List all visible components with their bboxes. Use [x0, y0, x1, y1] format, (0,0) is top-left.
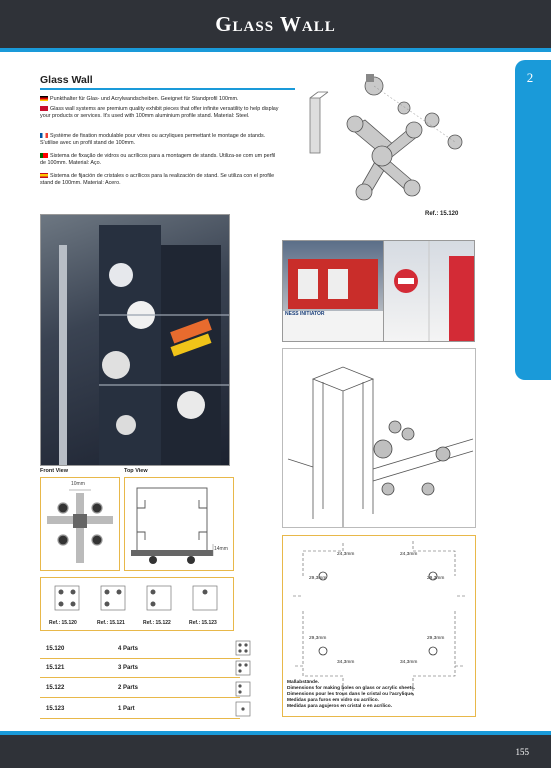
dim-bot-left: 34,3mm — [337, 660, 355, 665]
technical-drawing — [282, 348, 476, 528]
chapter-number: 2 — [526, 70, 534, 85]
dim-bot-right: 34,3mm — [400, 660, 418, 665]
dimension-notes — [287, 680, 471, 710]
flag-de-icon — [40, 96, 48, 101]
dim-note: Maßabstände. — [287, 680, 319, 685]
product-ref-label: Ref.: 15.120 — [425, 211, 459, 217]
refs-graphic — [41, 578, 233, 618]
table-parts: 1 Part — [118, 706, 135, 712]
dim-10mm-label: 10mm — [71, 481, 85, 487]
flag-fr-icon — [40, 133, 48, 138]
ref-15-121: Ref.: 15.121 — [97, 620, 125, 626]
front-view-label: Front View — [40, 468, 69, 474]
page-title: Glass Wall — [215, 12, 336, 36]
dim-low-right: 29,3mm — [427, 636, 445, 641]
description-de — [40, 96, 282, 103]
dim-note: Dimensions for making holes on glass or acrylic sheets. — [287, 686, 416, 691]
description-text: Système de fixation modulable pour vitres ou acryliques permettant le montage de stands. S'utilise avec un profil stand de 100mm. — [40, 133, 266, 146]
table-row — [40, 659, 240, 678]
dim-top-left: 24,3mm — [337, 552, 355, 557]
dim-low-left: 29,3mm — [309, 636, 327, 641]
table-code: 15.123 — [46, 706, 65, 712]
table-icons — [232, 638, 256, 724]
header-stripe — [0, 48, 551, 52]
table-code: 15.122 — [46, 685, 65, 691]
glass-wall-photo — [40, 214, 230, 466]
front-view-graphic — [41, 478, 119, 570]
page-footer — [0, 735, 551, 768]
ref-15-120: Ref.: 15.120 — [49, 620, 77, 626]
front-view-box — [40, 477, 120, 571]
description-pt — [40, 153, 282, 166]
chapter-tab — [515, 60, 551, 380]
description-text: Sistema de fijación de cristales o acrílicos para la realización de stand. Se utiliza con el profile stand de 100mm. Material: Acero. — [40, 173, 275, 186]
spider-clamp-illustration — [300, 68, 500, 218]
flag-pt-icon — [40, 153, 48, 158]
dimensions-box — [282, 535, 476, 717]
section-rule — [40, 88, 295, 90]
dim-note: Dimensions pour les trous dans le cristal ou l'acrylique. — [287, 692, 415, 697]
technical-drawing-graphic — [283, 349, 475, 527]
dim-mid-left: 29,3mm — [309, 576, 327, 581]
table-parts: 3 Parts — [118, 665, 139, 671]
flag-es-icon — [40, 173, 48, 178]
description-text: Glass wall systems are premium quality exhibit pieces that offer infinite versatility to help display your products or services. It's used with 100mm aluminium profile stand. Material: Steel. — [40, 106, 279, 119]
dim-top-right: 24,3mm — [400, 552, 418, 557]
description-es — [40, 173, 282, 186]
top-view-label: Top View — [124, 468, 148, 474]
exhibit-photo-1 — [282, 240, 384, 342]
table-row — [40, 679, 240, 698]
section-title: Glass Wall — [40, 74, 93, 86]
exhibit-photo-2 — [383, 240, 475, 342]
dim-mid-right: 29,3mm — [427, 576, 445, 581]
top-view-graphic — [125, 478, 233, 570]
refs-box — [40, 577, 234, 631]
dim-note: Medidas para agujeros en cristal o en acrílico. — [287, 704, 393, 709]
dim-note: Medidas para furos em vidro ou acrílico. — [287, 698, 379, 703]
description-text: Punkthalter für Glas- und Acrylwandscheiben. Geeignet für Standprofil 100mm. — [50, 96, 239, 102]
banner-text: NESS INITIATOR — [285, 311, 325, 317]
table-code: 15.121 — [46, 665, 65, 671]
table-parts: 4 Parts — [118, 646, 139, 652]
page-header — [0, 0, 551, 48]
exhibit-photo-2-graphic — [384, 241, 474, 341]
dim-14mm-label: 14mm — [214, 546, 228, 552]
glass-wall-photo-graphic — [41, 215, 229, 465]
table-parts: 2 Parts — [118, 685, 139, 691]
ref-15-123: Ref.: 15.123 — [189, 620, 217, 626]
flag-gb-icon — [40, 106, 48, 111]
page-number: 155 — [515, 747, 529, 757]
table-row — [40, 700, 240, 719]
description-text: Sistema de fixação de vidros ou acrílicos para a montagem de stands. Utiliza-se com um perfil de 100mm. Material: Aço. — [40, 153, 276, 166]
table-row — [40, 640, 240, 659]
description-fr — [40, 133, 282, 146]
top-view-box — [124, 477, 234, 571]
ref-15-122: Ref.: 15.122 — [143, 620, 171, 626]
table-code: 15.120 — [46, 646, 65, 652]
exhibit-photo-1-graphic — [283, 241, 383, 341]
description-gb — [40, 106, 282, 119]
